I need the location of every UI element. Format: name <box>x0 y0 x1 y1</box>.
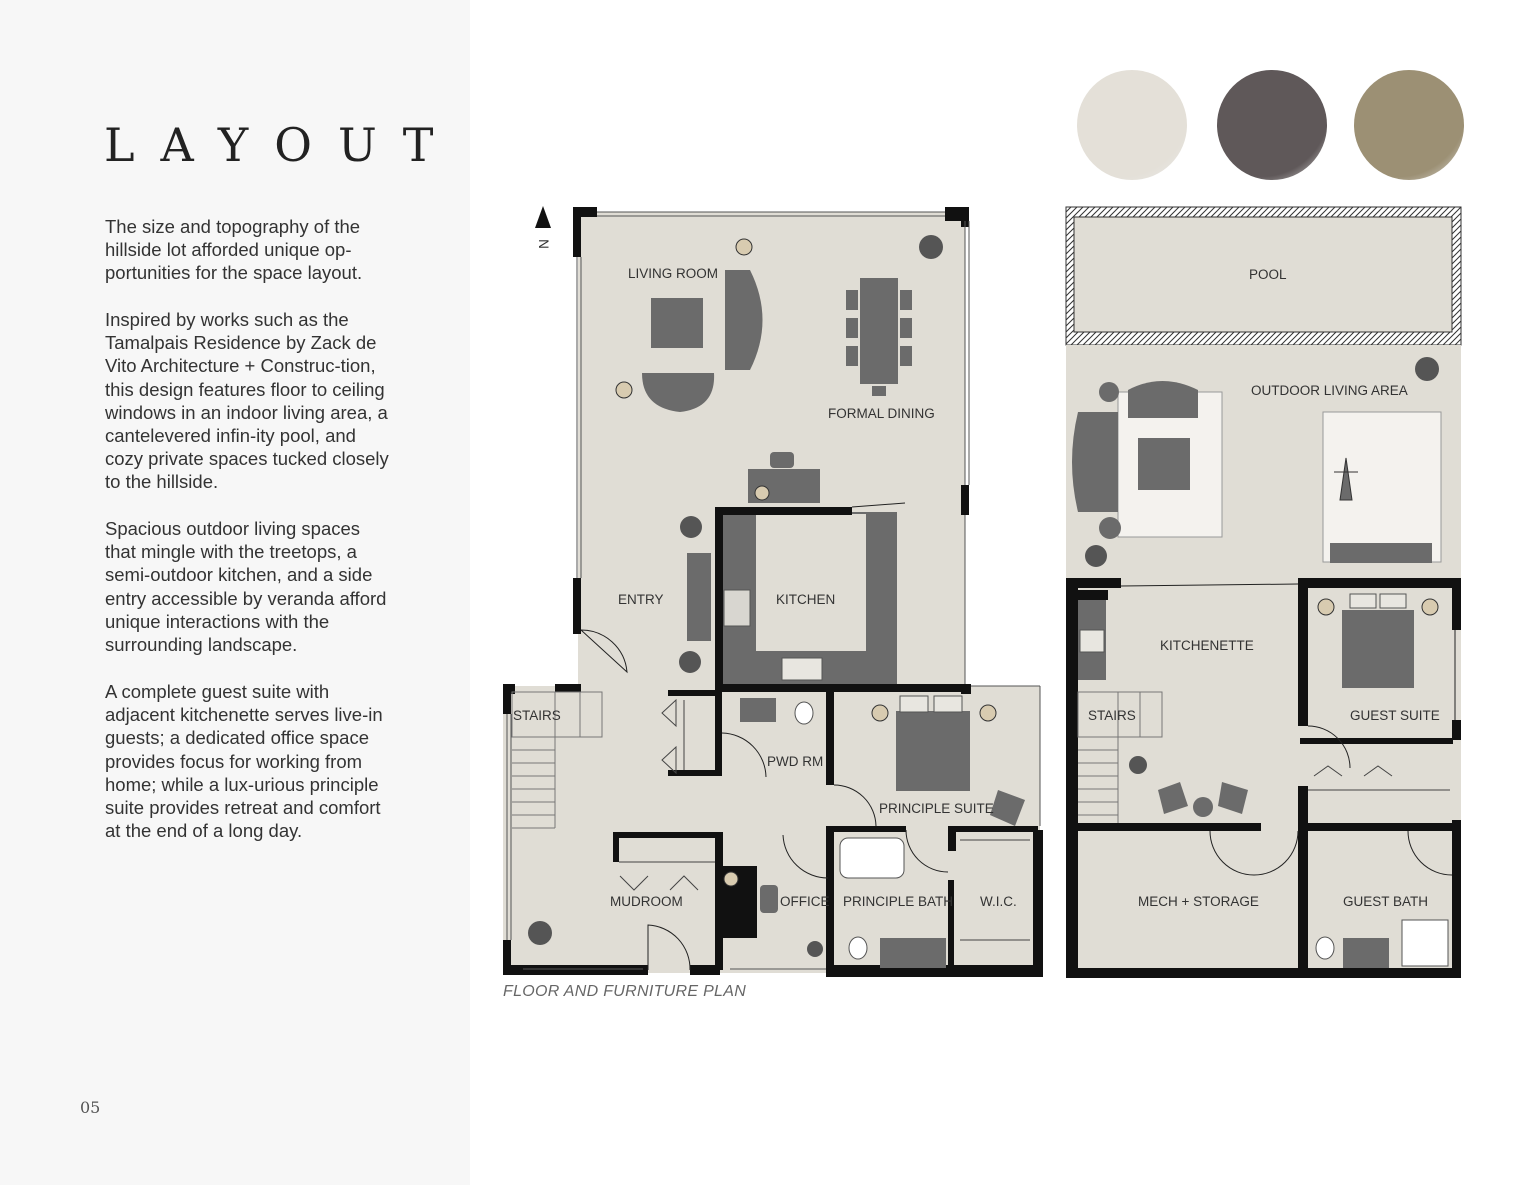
dining-table <box>860 278 898 384</box>
principle-bath-label: PRINCIPLE BATH <box>843 894 954 909</box>
plan-caption: FLOOR AND FURNITURE PLAN <box>503 983 747 1000</box>
guest-bath-label: GUEST BATH <box>1343 894 1429 909</box>
main-floor-plan <box>503 206 1043 977</box>
entry-bench <box>687 553 711 641</box>
intro-paragraph: The size and topography of the hillside lot afforded unique op-portunities for the space layout. <box>105 216 363 284</box>
pwd-rm-label: PWD RM <box>767 754 824 769</box>
guest-vanity <box>1343 938 1389 968</box>
guest-bed <box>1342 610 1414 688</box>
outdoor-side-table <box>1099 517 1121 539</box>
main-stairs-label: STAIRS <box>513 708 561 723</box>
outdoor-paragraph: Spacious outdoor living spaces that mingle with the treetops, a semi-outdoor kitchen, and a side entry accessible by veranda afford unique interactions with the surrounding landscape. <box>105 518 387 656</box>
pwd-vanity <box>740 698 776 722</box>
entry-label: ENTRY <box>618 592 664 607</box>
mech-storage-label: MECH + STORAGE <box>1138 894 1259 909</box>
outdoor-bench <box>1330 543 1432 563</box>
outdoor-side-table-2 <box>1099 382 1119 402</box>
office-chair <box>760 885 778 913</box>
bed-pillow-left <box>900 696 928 712</box>
outdoor-sofa-top <box>1128 381 1198 418</box>
kitchen-label: KITCHEN <box>776 592 836 607</box>
outdoor-table <box>1138 438 1190 490</box>
formal-dining-label: FORMAL DINING <box>828 406 935 421</box>
guest-shower <box>1402 920 1448 966</box>
pool-label: POOL <box>1249 267 1287 282</box>
kitchen-floor <box>756 514 866 651</box>
pwd-toilet <box>795 702 813 724</box>
kitchenette-label: KITCHENETTE <box>1160 638 1254 653</box>
principle-suite-label: PRINCIPLE SUITE <box>879 801 994 816</box>
bath-vanity <box>880 938 946 968</box>
lower-stairs-label: STAIRS <box>1088 708 1136 723</box>
page-title: LAYOUT <box>104 118 460 172</box>
guest-pillow-left <box>1350 594 1376 608</box>
mudroom-label: MUDROOM <box>610 894 683 909</box>
page-number: 05 <box>80 1098 101 1117</box>
entry-chair <box>770 452 794 468</box>
wic-label: W.I.C. <box>980 894 1017 909</box>
outdoor-sofa-left <box>1072 412 1118 512</box>
guest-pillow-right <box>1380 594 1406 608</box>
kitchenette-sink <box>1080 630 1104 652</box>
north-arrow-icon <box>535 206 551 228</box>
suite-paragraph: A complete guest suite with adjacent kitchenette serves live-in guests; a dedicated office space provides focus for working from home; while a lux-urious principle suite provides retreat and comfort at the end of a long day. <box>105 681 383 842</box>
bathtub <box>840 838 904 878</box>
living-coffee-table <box>651 298 703 348</box>
lounge-table <box>1193 797 1213 817</box>
range-stove <box>724 590 750 626</box>
guest-suite-label: GUEST SUITE <box>1350 708 1440 723</box>
kitchen-sink <box>782 658 822 680</box>
living-room-label: LIVING ROOM <box>628 266 719 281</box>
outdoor-living-label: OUTDOOR LIVING AREA <box>1251 383 1408 398</box>
compass-label: N <box>536 239 551 249</box>
office-label: OFFICE <box>780 894 830 909</box>
lower-floor-plan <box>1066 207 1461 978</box>
bath-toilet <box>849 937 867 959</box>
bed-pillow-right <box>934 696 962 712</box>
guest-toilet <box>1316 937 1334 959</box>
outdoor-platform <box>1323 412 1441 562</box>
principle-bed <box>896 711 970 791</box>
inspiration-paragraph: Inspired by works such as the Tamalpais Residence by Zack de Vito Architecture + Construc-tion, this design features floor to ceiling windows in an indoor living area, a cantelevered infin-ity pool, and cozy private spaces tucked closely to the hillside. <box>105 309 389 493</box>
